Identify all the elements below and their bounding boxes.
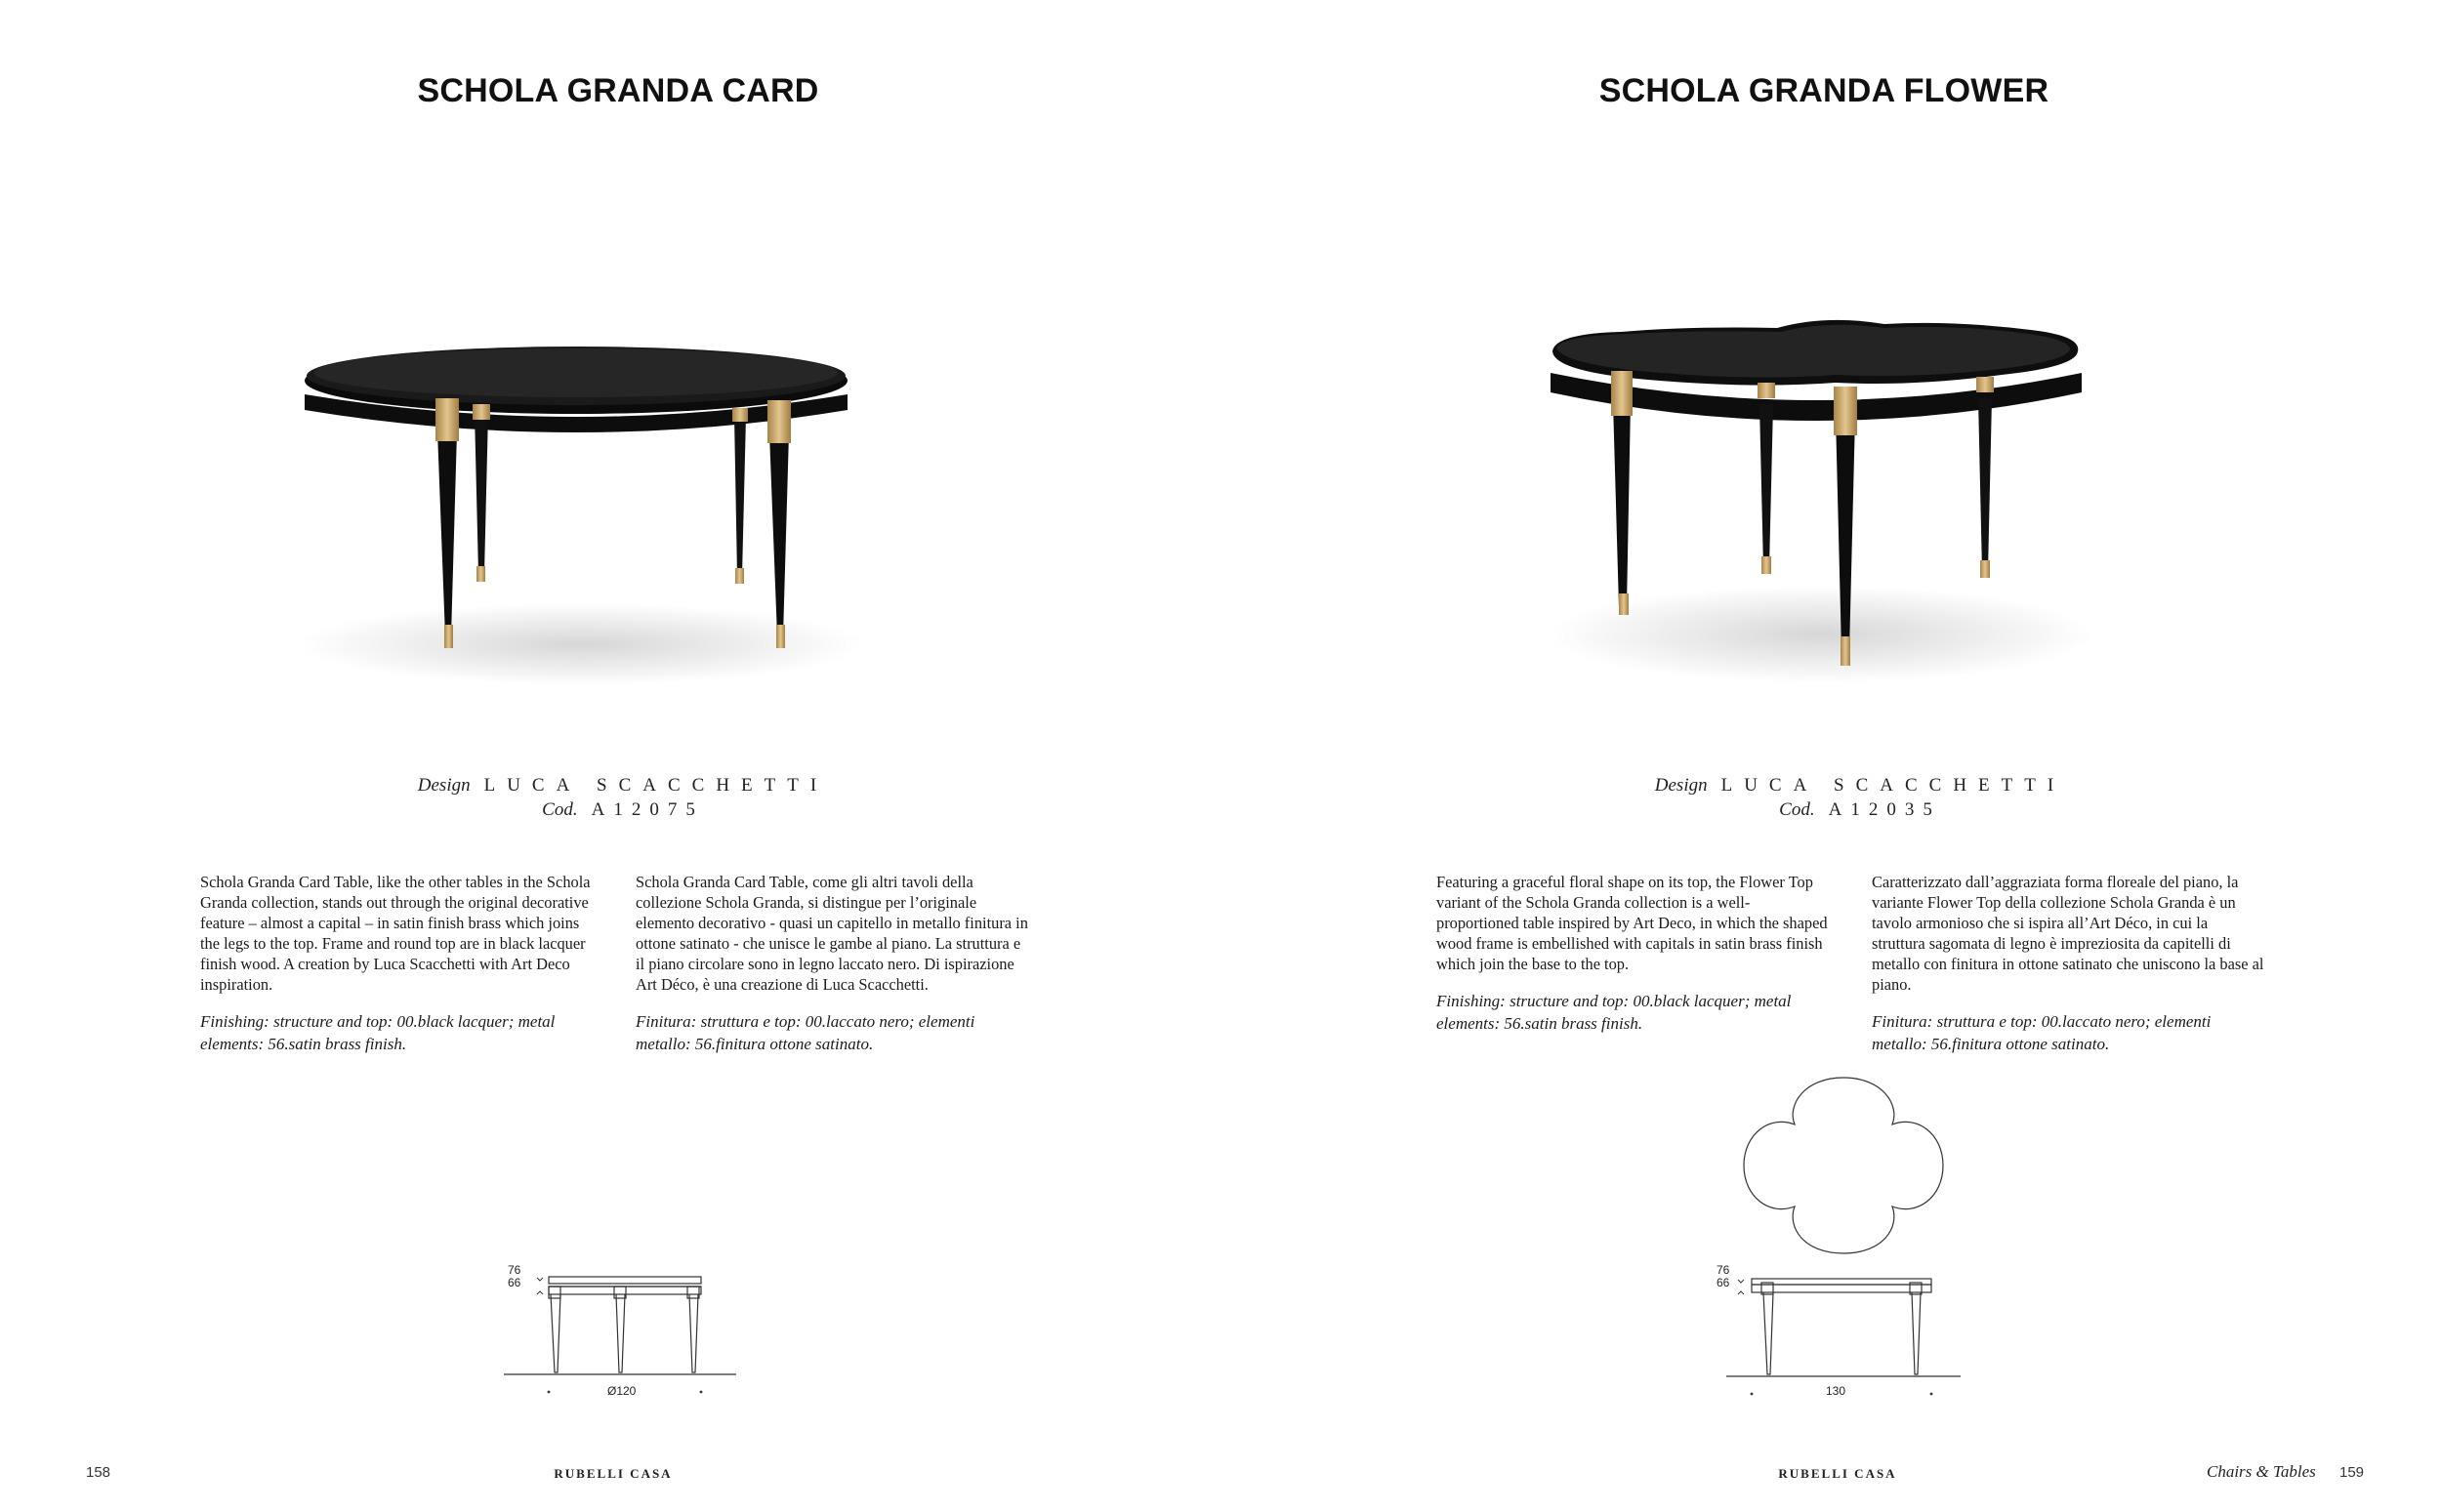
flower-plan-elevation-drawing [1726,1076,1961,1411]
description-text: Caratterizzato dall’aggraziata forma floreale del piano, la variante Flower Top della collezione Schola Granda è un tavolo armonioso che si ispira all’Art Déco, in cui la struttura sagomata di legno è impreziosita da capitelli di metallo con finitura in ottone satinato che uniscono la base al piano. [1872,873,2264,994]
dim-diameter: Ø120 [607,1384,637,1398]
finishing-text: Finishing: structure and top: 00.black lacquer; metal elements: 56.satin brass finish. [1436,992,1792,1033]
credit-flower [1518,773,2202,822]
designer-name: LUCA SCACCHETTI [483,775,829,796]
dim-height-top: 76 [1717,1263,1730,1277]
product-code: A12075 [591,799,704,820]
finishing-text: Finitura: struttura e top: 00.laccato nero; elementi metallo: 56.finitura ottone satinato. [636,1012,975,1053]
dim-height-frame: 66 [508,1276,521,1289]
code-label: Cod. [1779,799,1815,820]
card-table-photo [293,322,859,693]
design-label: Design [417,775,471,796]
description-text: Featuring a graceful floral shape on its top, the Flower Top variant of the Schola Granda collection is a well-proportioned table inspired by Art Deco, in which the shaped wood frame is embellished with capitals in satin brass finish which join the base to the top. [1436,873,1828,973]
design-label: Design [1654,775,1708,796]
dim-width: 130 [1826,1384,1846,1398]
page-number-left: 158 [86,1464,111,1481]
credit-card [281,773,965,822]
code-label: Cod. [542,799,578,820]
description-text: Schola Granda Card Table, like the other tables in the Schola Granda collection, stands out through the original decorative feature – almost a capital – in satin finish brass which joins the legs to the top. Frame and round top are in black lacquer finish wood. A creation by Luca Scacchetti with Art Deco inspiration. [200,873,591,994]
product-title-flower: SCHOLA GRANDA FLOWER [1598,72,2049,109]
product-code: A12035 [1828,799,1941,820]
dim-height-frame: 66 [1717,1276,1730,1289]
finishing-text: Finitura: struttura e top: 00.laccato nero; elementi metallo: 56.finitura ottone satinato. [1872,1012,2212,1053]
footer-brand-right: RUBELLI CASA [1778,1466,1897,1481]
product-title-card: SCHOLA GRANDA CARD [417,72,819,109]
page-number-right: 159 [2339,1464,2365,1481]
designer-name: LUCA SCACCHETTI [1720,775,2066,796]
description-en-flower [1436,872,1829,1050]
description-it-flower [1872,872,2264,1071]
section-name: Chairs & Tables [2207,1462,2316,1481]
finishing-text: Finishing: structure and top: 00.black lacquer; metal elements: 56.satin brass finish. [200,1012,556,1053]
dim-height-top: 76 [508,1263,521,1277]
description-text: Schola Granda Card Table, come gli altri tavoli della collezione Schola Granda, si distingue per l’originale elemento decorativo - quasi un capitello in metallo finitura in ottone satinato - che unisce le gambe al piano. La struttura e il piano circolare sono in legno laccato nero. Di ispirazione Art Déco, è una creazione di Luca Scacchetti. [636,873,1028,994]
flower-table-photo [1543,312,2089,703]
footer-brand-left: RUBELLI CASA [554,1466,673,1481]
description-en-card [200,872,593,1071]
description-it-card [636,872,1028,1071]
